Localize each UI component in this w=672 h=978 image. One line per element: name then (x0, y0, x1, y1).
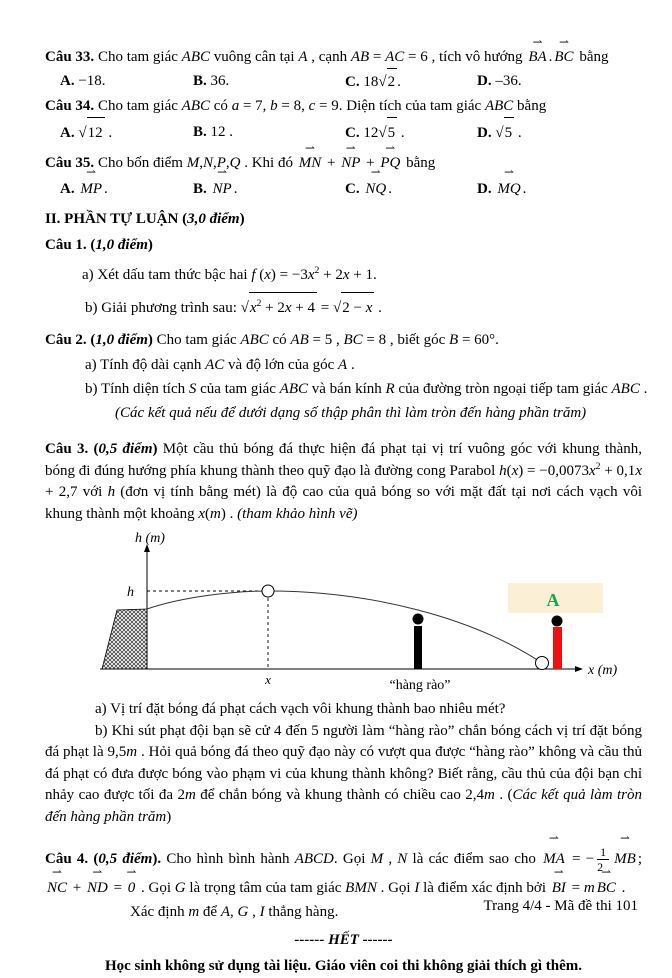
cau-3-part-a: a) Vị trí đặt bóng đá phạt cách vạch vôi khung thành bao nhiêu mét? (95, 701, 506, 717)
option-33-a: A. −18. (60, 73, 106, 89)
option-34-d: D. √5 . (477, 117, 642, 148)
cau-2-part-b: b) Tính diện tích S của tam giác ABC và bán kính R của đường tròn ngoại tiếp tam giác ABC . (85, 381, 648, 397)
cau-4-line-1: Câu 4. (0,5 điểm). Cho hình bình hành ABCD. Gọi M , N là các điểm sao cho MA ⇀ = − $\frac{1}{2}$ MB ⇀ ; (45, 842, 642, 876)
section-2-header: II. PHẦN TỰ LUẬN (3,0 điểm) (45, 211, 245, 227)
cau-4-line-3: Xác định m để A, G , I thẳng hàng. (130, 904, 339, 920)
cau-1-header: Câu 1. (1,0 điểm) (45, 237, 153, 253)
ball-at-ground (536, 657, 549, 670)
option-34-a: A. √12 . (60, 117, 193, 148)
fence-label: “hàng rào” (389, 678, 451, 693)
question-35-options (45, 176, 642, 202)
fence-player-body (414, 626, 422, 669)
cau-3-paragraph: Câu 3. (0,5 điểm) Một cầu thủ bóng đá thực hiện đá phạt tại vị trí vuông góc với khung thành, bóng đi đúng hướng phía khung thành theo quỹ đạo là đường cong Parabol $h(x) = -0,0073x^2 + 0,1x + 2,7$ với h (đơn vị tính bằng mét) là độ cao của quả bóng so với mặt đất tại nơi cách vạch vôi khung thành một khoảng x(m) . (tham khảo hình vẽ) (45, 441, 643, 522)
fence-player-head (413, 614, 424, 625)
hatched-region (102, 609, 147, 669)
option-34-b: B. 12 . (193, 124, 234, 140)
cau-2-header: Câu 2. (1,0 điểm) Cho tam giác ABC có AB = 5 , BC = 8 , biết góc B = 60°. (45, 332, 499, 348)
ball-at-vertex (262, 585, 274, 597)
parabola-curve (147, 591, 542, 663)
page-footer: Trang 4/4 - Mã đề thi 101 (483, 898, 638, 914)
option-35-a: A. MP ⇀ . (60, 176, 193, 202)
option-34-c: C. 12√5 . (345, 117, 477, 148)
option-33-d: D. –36. (477, 73, 522, 89)
x-axis-label: x (m) (588, 663, 618, 678)
question-35: Câu 35. Cho bốn điểm M,N,P,Q . Khi đó MN ⇀ + NP ⇀ + PQ ⇀ bằng (45, 152, 642, 174)
h-value-label: h (127, 585, 134, 600)
h-axis-label: h (m) (135, 531, 165, 546)
cau-4-line-2: NC ⇀ + ND ⇀ = 0 ⇀ . Gọi G là trọng tâm của tam giác BMN . Gọi I là điểm xác định bởi BI ⇀ = m BC ⇀ . (45, 876, 642, 901)
end-marker: ------ HẾT ------ (294, 932, 393, 948)
x-axis-arrow (575, 666, 583, 672)
cau-3-part-b: b) Khi sút phạt đội bạn sẽ cử 4 đến 5 người làm “hàng rào” chắn bóng cách vị trí đặt bóng đá phạt là 9,5m . Hỏi quả bóng đá theo quỹ đạo này có vượt qua được “hàng rào” không và cầu thủ đá phạt có đưa được bóng vào phạm vi của khung thành không? Biết rằng, cầu thủ của đội bạn chỉ nhảy cao được tối đa 2m để chắn bóng và khung thành có chiều cao 2,4m . (Các kết quả làm tròn đến hàng phần trăm) (45, 722, 643, 825)
cau-2-note: (Các kết quả nếu để dưới dạng số thập phân thì làm tròn đến hàng phần trăm) (115, 405, 587, 421)
goal-label: A (546, 590, 560, 610)
cau-2-part-a: a) Tính độ dài cạnh AC và độ lớn của góc A . (85, 357, 355, 373)
option-35-b: B. NP ⇀ . (193, 176, 345, 202)
question-33: Câu 33. Cho tam giác ABC vuông cân tại A , cạnh AB = AC = 6 , tích vô hướng BA ⇀ . BC ⇀ bằng (45, 46, 642, 68)
question-33-options (45, 68, 642, 95)
question-34-options (45, 117, 642, 148)
option-33-c: C. 18√2 . (345, 68, 477, 95)
option-35-d: D. MQ ⇀ . (477, 176, 642, 202)
cau-1-part-a: a) Xét dấu tam thức bậc hai f $(x) = -3x^2 + 2x + 1$. (82, 265, 377, 283)
option-33-b: B. 36. (193, 73, 230, 89)
goal-post-head (552, 616, 563, 627)
exam-notice: Học sinh không sử dụng tài liệu. Giáo viên coi thi không giải thích gì thêm. (104, 958, 582, 974)
parabola-figure (72, 530, 672, 695)
goal-post (553, 627, 562, 669)
question-34: Câu 34. Cho tam giác ABC có a = 7, b = 8, c = 9. Diện tích của tam giác ABC bằng (45, 98, 547, 114)
cau-1-part-b: b) Giải phương trình sau: $√x^2 + 2x + 4 = √2 - x$ . (45, 292, 642, 323)
option-35-c: C. NQ ⇀ . (345, 176, 477, 202)
x-value-label: x (265, 672, 271, 687)
